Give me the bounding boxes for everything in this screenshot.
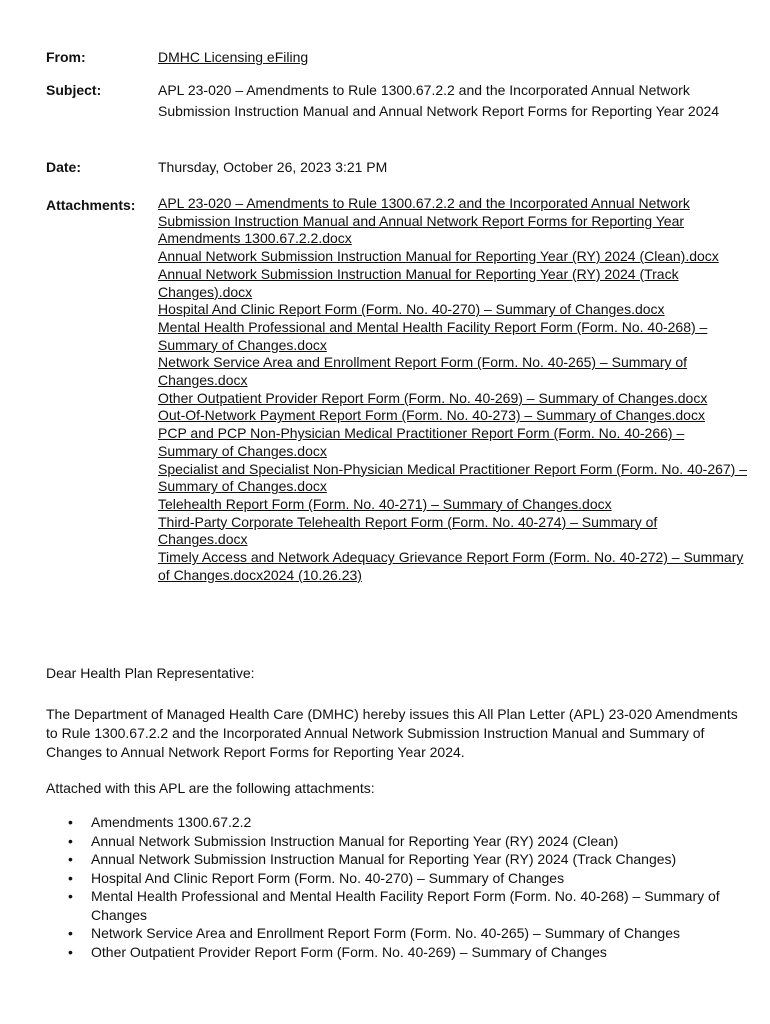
subject-value: APL 23-020 – Amendments to Rule 1300.67.2.2 and the Incorporated Annual Network Submission Instruction Manual and Annual Network Report Forms for Reporting Year 2024 [158, 82, 720, 119]
list-item-text: Annual Network Submission Instruction Manual for Reporting Year (RY) 2024 (Track Changes) [91, 851, 677, 867]
attachment-bullet-list [46, 813, 736, 961]
bullet-icon: • [68, 869, 73, 886]
attachment-link[interactable]: Specialist and Specialist Non-Physician Medical Practitioner Report Form (Form. No. 40-267) – Summary of Changes.docx [158, 460, 748, 495]
from-link[interactable]: DMHC Licensing eFiling [158, 49, 309, 65]
attachment-link[interactable]: Network Service Area and Enrollment Report Form (Form. No. 40-265) – Summary of Changes.docx [158, 354, 688, 389]
date-label: Date: [46, 159, 82, 175]
list-item-text: Mental Health Professional and Mental Health Facility Report Form (Form. No. 40-268) – Summary of Changes [91, 888, 720, 923]
attachment-link[interactable]: Third-Party Corporate Telehealth Report Form (Form. No. 40-274) – Summary of Changes.docx [158, 513, 658, 548]
list-item [46, 924, 736, 943]
list-item-text: Other Outpatient Provider Report Form (Form. No. 40-269) – Summary of Changes [91, 943, 607, 960]
bullet-icon: • [68, 943, 73, 960]
bullet-icon: • [68, 832, 73, 849]
attachments-intro: Attached with this APL are the following attachments: [46, 780, 375, 796]
subject-label: Subject: [46, 82, 102, 98]
list-item [46, 869, 736, 888]
list-item [46, 943, 736, 962]
from-label: From: [46, 49, 86, 65]
list-item-text: Hospital And Clinic Report Form (Form. No. 40-270) – Summary of Changes [91, 869, 565, 886]
bullet-icon: • [68, 851, 73, 867]
attachment-link[interactable]: PCP and PCP Non-Physician Medical Practitioner Report Form (Form. No. 40-266) – Summary of Changes.docx [158, 425, 685, 459]
list-item [46, 850, 736, 869]
attachment-link[interactable]: Mental Health Professional and Mental Health Facility Report Form (Form. No. 40-268) – Summary of Changes.docx [158, 318, 708, 353]
attachment-link[interactable]: Annual Network Submission Instruction Manual for Reporting Year (RY) 2024 (Track Changes).docx [158, 265, 679, 300]
intro-paragraph: The Department of Managed Health Care (DMHC) hereby issues this All Plan Letter (APL) 23-020 Amendments to Rule 1300.67.2.2 and the Incorporated Annual Network Submission Instruction Manual and Summary of Changes to Annual Network Report Forms for Reporting Year 2024. [46, 706, 738, 760]
list-item-text: Annual Network Submission Instruction Manual for Reporting Year (RY) 2024 (Clean) [91, 832, 619, 849]
attachments-label: Attachments: [46, 197, 136, 213]
list-item [46, 813, 736, 832]
greeting: Dear Health Plan Representative: [46, 665, 255, 681]
list-item-text: Amendments 1300.67.2.2 [91, 814, 252, 830]
attachment-link[interactable]: Timely Access and Network Adequacy Grievance Report Form (Form. No. 40-272) – Summary of Changes.docx2024 (10.26.23) [158, 549, 744, 583]
attachment-link[interactable]: Other Outpatient Provider Report Form (Form. No. 40-269) – Summary of Changes.docx [158, 389, 708, 406]
attachment-list [158, 195, 748, 584]
list-item-text: Network Service Area and Enrollment Report Form (Form. No. 40-265) – Summary of Changes [91, 925, 681, 941]
list-item [46, 887, 736, 924]
date-value: Thursday, October 26, 2023 3:21 PM [158, 159, 388, 175]
bullet-icon: • [68, 814, 73, 830]
attachment-link[interactable]: Telehealth Report Form (Form. No. 40-271) – Summary of Changes.docx [158, 495, 612, 512]
attachment-link[interactable]: Hospital And Clinic Report Form (Form. No. 40-270) – Summary of Changes.docx [158, 301, 665, 318]
bullet-icon: • [68, 888, 73, 904]
list-item [46, 832, 736, 851]
attachment-link[interactable]: Out-Of-Network Payment Report Form (Form. No. 40-273) – Summary of Changes.docx [158, 407, 705, 424]
bullet-icon: • [68, 925, 73, 941]
attachment-link[interactable]: Annual Network Submission Instruction Manual for Reporting Year (RY) 2024 (Clean).docx [158, 248, 719, 265]
attachment-link[interactable]: APL 23-020 – Amendments to Rule 1300.67.2.2 and the Incorporated Annual Network Submission Instruction Manual and Annual Network Report Forms for Reporting Year Amendments 1300.67.2.2.docx [158, 195, 690, 247]
